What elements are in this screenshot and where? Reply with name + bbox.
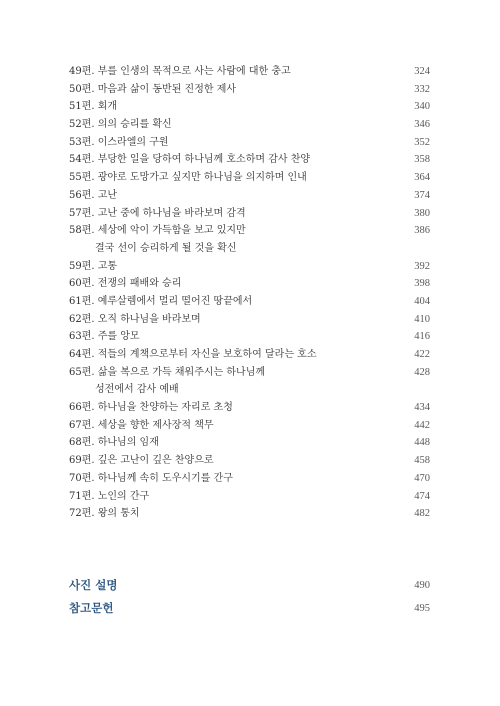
toc-entry-title: 63편. 주를 앙모 — [69, 331, 140, 343]
toc-entry-continuation — [69, 381, 430, 399]
toc-entry — [69, 169, 430, 187]
toc-entry-title: 61편. 예루살렘에서 멀리 떨어진 땅끝에서 — [69, 295, 253, 307]
appendix-list — [69, 574, 430, 620]
toc-entry-page: 386 — [414, 225, 430, 237]
toc-entry — [69, 151, 430, 169]
toc-entry-title: 55편. 광야로 도망가고 싶지만 하나님을 의지하며 인내 — [69, 172, 307, 184]
toc-entry — [69, 63, 430, 81]
toc-entry-title: 52편. 의의 승리를 확신 — [69, 119, 172, 131]
toc-entry-page: 352 — [414, 136, 430, 148]
toc-entry — [69, 505, 430, 523]
toc-entry — [69, 81, 430, 99]
toc-entry-title: 성전에서 감사 예배 — [95, 384, 179, 396]
toc-entry-page: 340 — [414, 101, 430, 113]
toc-entry — [69, 116, 430, 134]
toc-entry — [69, 488, 430, 506]
appendix-entry-page: 495 — [414, 603, 430, 614]
toc-entry-title: 56편. 고난 — [69, 189, 118, 201]
toc-entry-title: 66편. 하나님을 찬양하는 자리로 초청 — [69, 402, 233, 414]
toc-entry-title: 59편. 고통 — [69, 260, 118, 272]
toc-entry-page: 428 — [414, 366, 430, 378]
toc-entry-title: 51편. 회개 — [69, 101, 118, 113]
appendix-entry-page: 490 — [414, 580, 430, 591]
toc-entry-page: 422 — [414, 349, 430, 360]
toc-entry-page: 410 — [414, 313, 430, 325]
toc-entry — [69, 364, 430, 382]
toc-entry — [69, 399, 430, 417]
toc-entry — [69, 470, 430, 488]
toc-entry-title: 69편. 깊은 고난이 깊은 찬양으로 — [69, 455, 214, 467]
toc-entry-title: 53편. 이스라엘의 구원 — [69, 136, 169, 148]
toc-entry-title: 58편. 세상에 악이 가득함을 보고 있지만 — [69, 225, 246, 237]
toc-entry — [69, 346, 430, 364]
toc-entry-title: 65편. 삶을 복으로 가득 채워주시는 하나님께 — [69, 366, 266, 378]
appendix-entry — [69, 597, 430, 620]
toc-entry-page: 398 — [414, 278, 430, 290]
toc-entry — [69, 417, 430, 435]
toc-entry — [69, 187, 430, 205]
toc-entry — [69, 205, 430, 223]
toc-entry — [69, 134, 430, 152]
toc-entry-title: 57편. 고난 중에 하나님을 바라보며 감격 — [69, 207, 246, 219]
toc-entry — [69, 311, 430, 329]
toc-entry-page: 364 — [414, 172, 430, 184]
appendix-entry-title: 참고문헌 — [69, 601, 114, 615]
toc-entry-title: 60편. 전쟁의 패배와 승리 — [69, 278, 182, 290]
toc-entry-page: 374 — [414, 189, 430, 201]
toc-entry-page: 470 — [414, 472, 430, 484]
toc-entry — [69, 258, 430, 276]
toc-entry-title: 68편. 하나님의 임재 — [69, 437, 159, 449]
toc-entry-page: 380 — [414, 207, 430, 219]
toc-entry — [69, 293, 430, 311]
toc-entry — [69, 222, 430, 240]
toc-entry-page: 358 — [414, 154, 430, 166]
toc-entry — [69, 275, 430, 293]
appendix-entry-title: 사진 설명 — [69, 578, 118, 592]
toc-entry-page: 332 — [414, 83, 430, 95]
toc-entry-title: 64편. 적들의 계책으로부터 자신을 보호하여 달라는 호소 — [69, 349, 317, 360]
toc-entry — [69, 98, 430, 116]
toc-list — [69, 63, 430, 523]
toc-entry-page: 474 — [414, 490, 430, 502]
toc-entry-title: 62편. 오직 하나님을 바라보며 — [69, 313, 201, 325]
toc-entry-title: 49편. 부를 인생의 목적으로 사는 사람에 대한 충고 — [69, 66, 291, 77]
toc-entry-page: 434 — [414, 402, 430, 414]
toc-entry-page: 404 — [414, 295, 430, 307]
toc-entry-title: 72편. 왕의 통치 — [69, 508, 140, 520]
toc-entry-title: 70편. 하나님께 속히 도우시기를 간구 — [69, 472, 233, 484]
toc-entry-page: 324 — [414, 66, 430, 77]
toc-entry — [69, 452, 430, 470]
toc-entry-page: 392 — [414, 260, 430, 272]
toc-entry-title: 50편. 마음과 삶이 동반된 진정한 제사 — [69, 83, 237, 95]
toc-entry — [69, 434, 430, 452]
toc-entry-title: 54편. 부당한 일을 당하여 하나님께 호소하며 감사 찬양 — [69, 154, 311, 166]
toc-entry-page: 416 — [414, 331, 430, 343]
toc-entry-page: 346 — [414, 119, 430, 131]
toc-entry-page: 458 — [414, 455, 430, 467]
toc-entry — [69, 328, 430, 346]
toc-entry-page: 448 — [414, 437, 430, 449]
toc-entry-title: 결국 선이 승리하게 될 것을 확신 — [95, 242, 237, 254]
appendix-entry — [69, 574, 430, 597]
toc-entry-title: 71편. 노인의 간구 — [69, 490, 150, 502]
toc-entry-page: 442 — [414, 419, 430, 431]
toc-entry-continuation — [69, 240, 430, 258]
toc-entry-page: 482 — [414, 508, 430, 520]
toc-entry-title: 67편. 세상을 향한 제사장적 책무 — [69, 419, 214, 431]
